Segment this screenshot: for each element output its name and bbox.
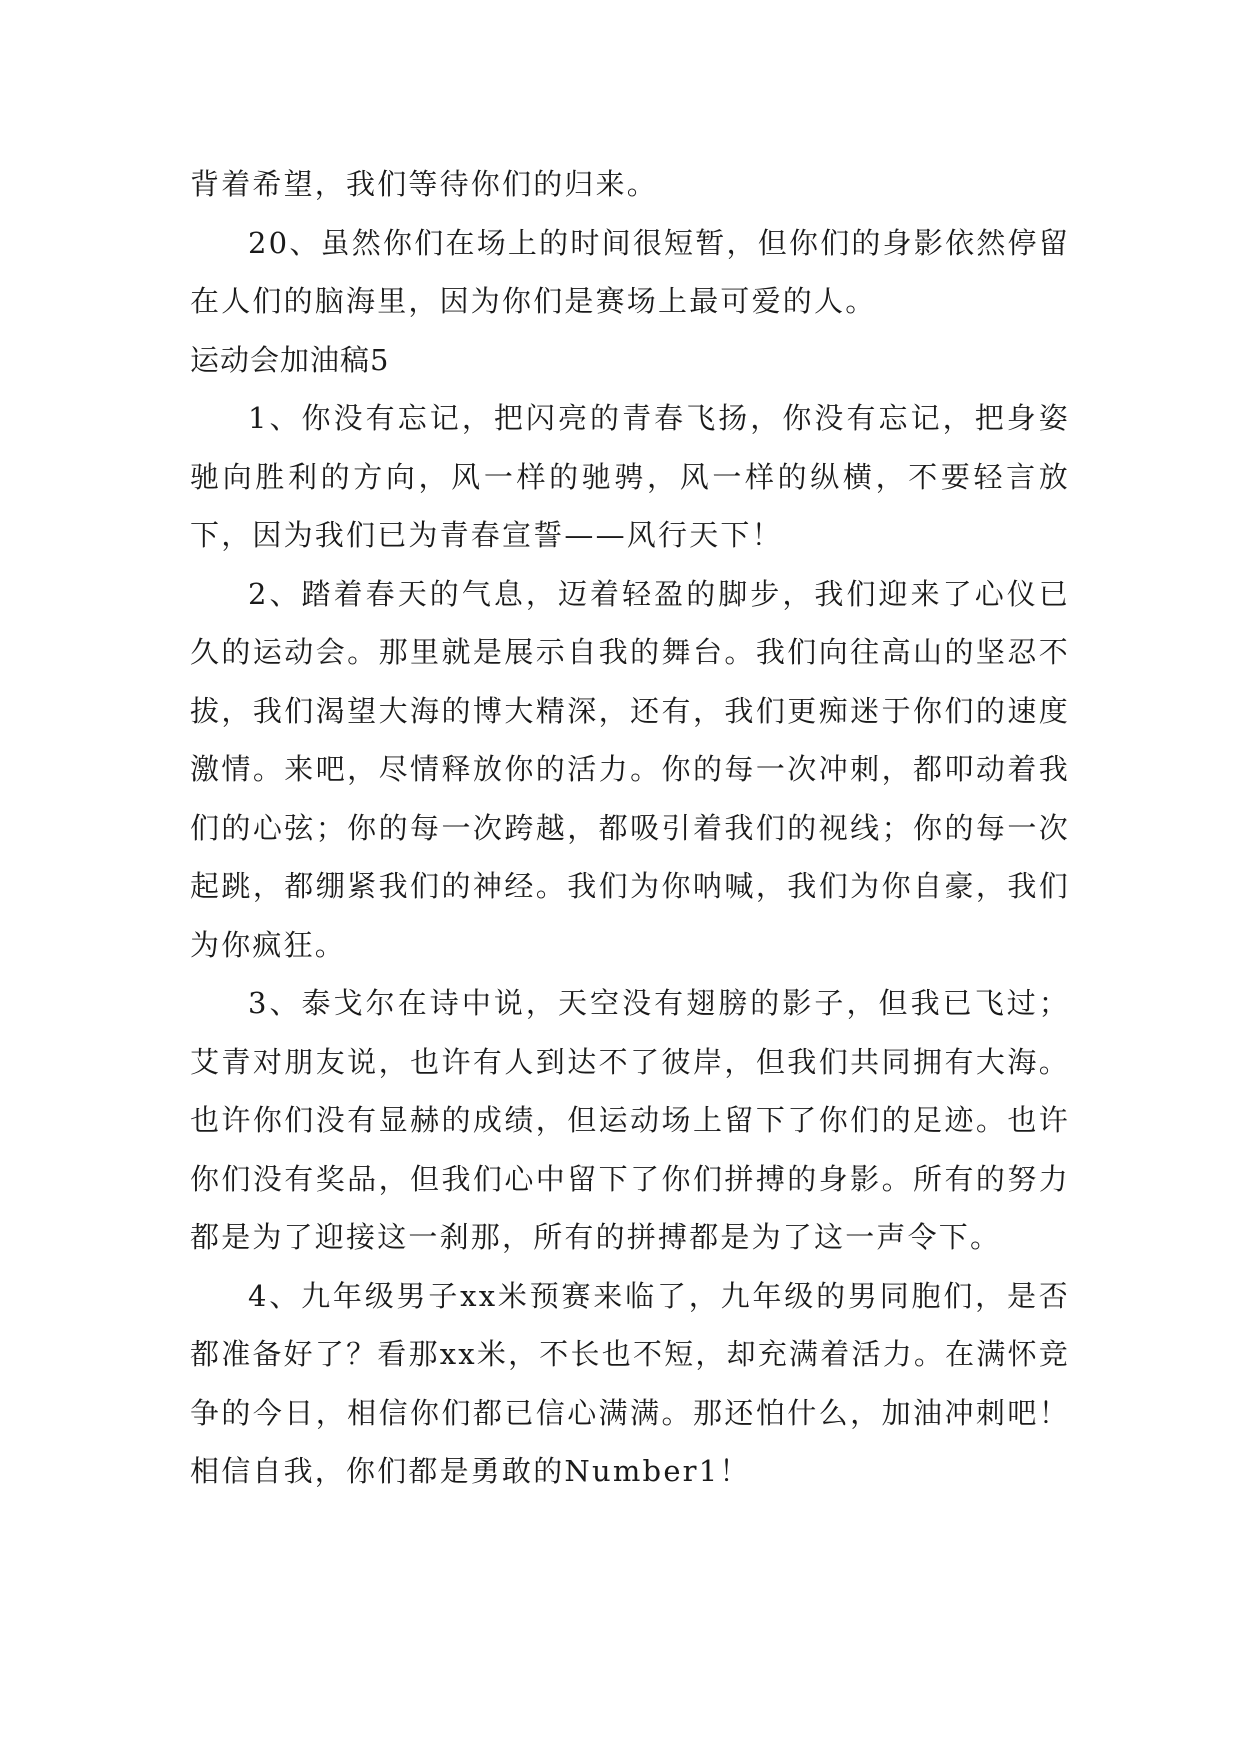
paragraph-item-4: 4、九年级男子xx米预赛来临了，九年级的男同胞们，是否都准备好了？看那xx米，不长也不短，却充满着活力。在满怀竞争的今日，相信你们都已信心满满。那还怕什么，加油冲刺吧！相信自我，你们都是勇敢的Number1！	[190, 1278, 1070, 1488]
paragraph-item-3: 3、泰戈尔在诗中说，天空没有翅膀的影子，但我已飞过；艾青对朋友说，也许有人到达不了彼岸，但我们共同拥有大海。也许你们没有显赫的成绩，但运动场上留下了你们的足迹。也许你们没有奖品，但我们心中留下了你们拼搏的身影。所有的努力都是为了迎接这一刹那，所有的拼搏都是为了这一声令下。	[190, 986, 1070, 1254]
paragraph-item-2: 2、踏着春天的气息，迈着轻盈的脚步，我们迎来了心仪已久的运动会。那里就是展示自我的舞台。我们向往高山的坚忍不拔，我们渴望大海的博大精深，还有，我们更痴迷于你们的速度激情。来吧，尽情释放你的活力。你的每一次冲刺，都叩动着我们的心弦；你的每一次跨越，都吸引着我们的视线；你的每一次起跳，都绷紧我们的神经。我们为你呐喊，我们为你自豪，我们为你疯狂。	[190, 576, 1070, 962]
paragraph-continuation: 背着希望，我们等待你们的归来。	[190, 167, 659, 201]
document-page	[190, 155, 1070, 1501]
section-heading: 运动会加油稿5	[190, 342, 390, 377]
paragraph-item-1: 1、你没有忘记，把闪亮的青春飞扬，你没有忘记，把身姿驰向胜利的方向，风一样的驰骋，风一样的纵横，不要轻言放下，因为我们已为青春宣誓——风行天下！	[190, 401, 1070, 552]
paragraph-item-20: 20、虽然你们在场上的时间很短暂，但你们的身影依然停留在人们的脑海里，因为你们是赛场上最可爱的人。	[190, 225, 1070, 318]
